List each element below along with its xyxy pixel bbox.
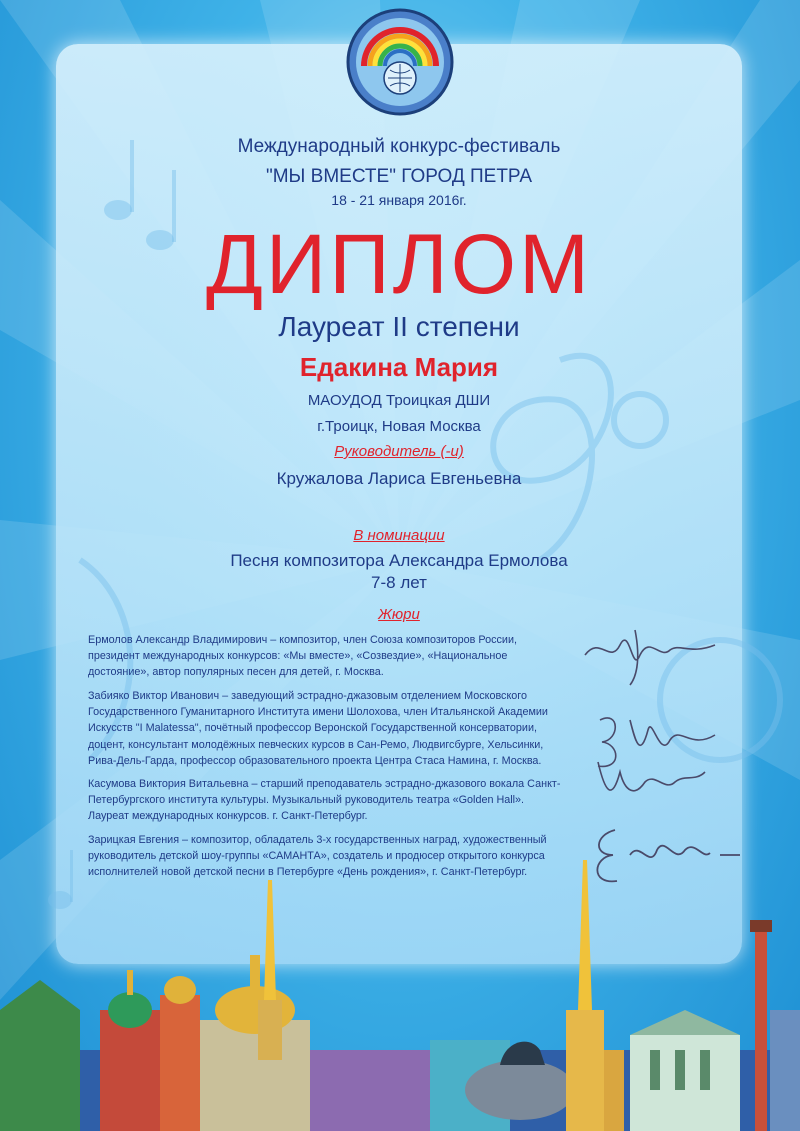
jury-member: Касумова Виктория Витальевна – старший преподаватель эстрадно-джазового вокала Санкт-Петербургского института культуры. Музыкальный руководитель театра «Golden Hall». Лауреат международных конкурсов. г. Санкт-Петербург. — [88, 778, 561, 823]
festival-logo — [344, 6, 456, 118]
recipient-name: Едакина Мария — [299, 352, 499, 382]
festival-dates: 18 - 21 января 2016г. — [331, 192, 467, 208]
leader-name: Кружалова Лариса Евгеньевна — [276, 469, 522, 488]
festival-name: "МЫ ВМЕСТЕ" ГОРОД ПЕТРА — [265, 166, 532, 187]
city-skyline — [0, 860, 800, 1131]
diploma-title: ДИПЛОМ — [205, 217, 593, 311]
jury-member: Ермолов Александр Владимирович – композитор, член Союза композиторов России, президент международных конкурсов: «Мы вместе», «Созвездие», «Национальное достояние», автор популярных песен для детей, г. Москва. — [88, 634, 517, 679]
age-group: 7-8 лет — [371, 573, 427, 592]
signature — [580, 615, 720, 695]
jury-member: Забияко Виктор Иванович – заведующий эстрадно-джазовым отделением Московского Государственного Гуманитарного Института имени Шолохова, член Итальянской Академии Искусств "I Malatessa", почётный профессор Веронской Государственной консерватории, доцент, консультант молодёжных певческих курсов в Сан-Ремо, Людвигсбурге, Хельсинки, Рива-Дель-Гарда, профессор образовательного проекта Центра Стаса Намина, г. Москва. — [88, 690, 548, 767]
laureate-degree: Лауреат II степени — [278, 311, 520, 342]
jury-member: Зарицкая Евгения – композитор, обладатель 3-х государственных наград, художественный руководитель детской шоу-группы «САМАНТА», создатель и продюсер открытого конкурса исполнителей новой детской песни в Петербурге «День рождения», г. Санкт-Петербург. — [88, 834, 547, 879]
nomination: Песня композитора Александра Ермолова — [230, 551, 568, 570]
city: г.Троицк, Новая Москва — [317, 418, 481, 435]
signature — [590, 752, 710, 812]
leader-label: Руководитель (-и) — [334, 443, 464, 460]
jury-label: Жюри — [378, 606, 420, 623]
festival-label: Международный конкурс-фестиваль — [237, 136, 561, 157]
organization: МАОУДОД Троицкая ДШИ — [307, 392, 491, 409]
nomination-label: В номинации — [353, 527, 445, 544]
